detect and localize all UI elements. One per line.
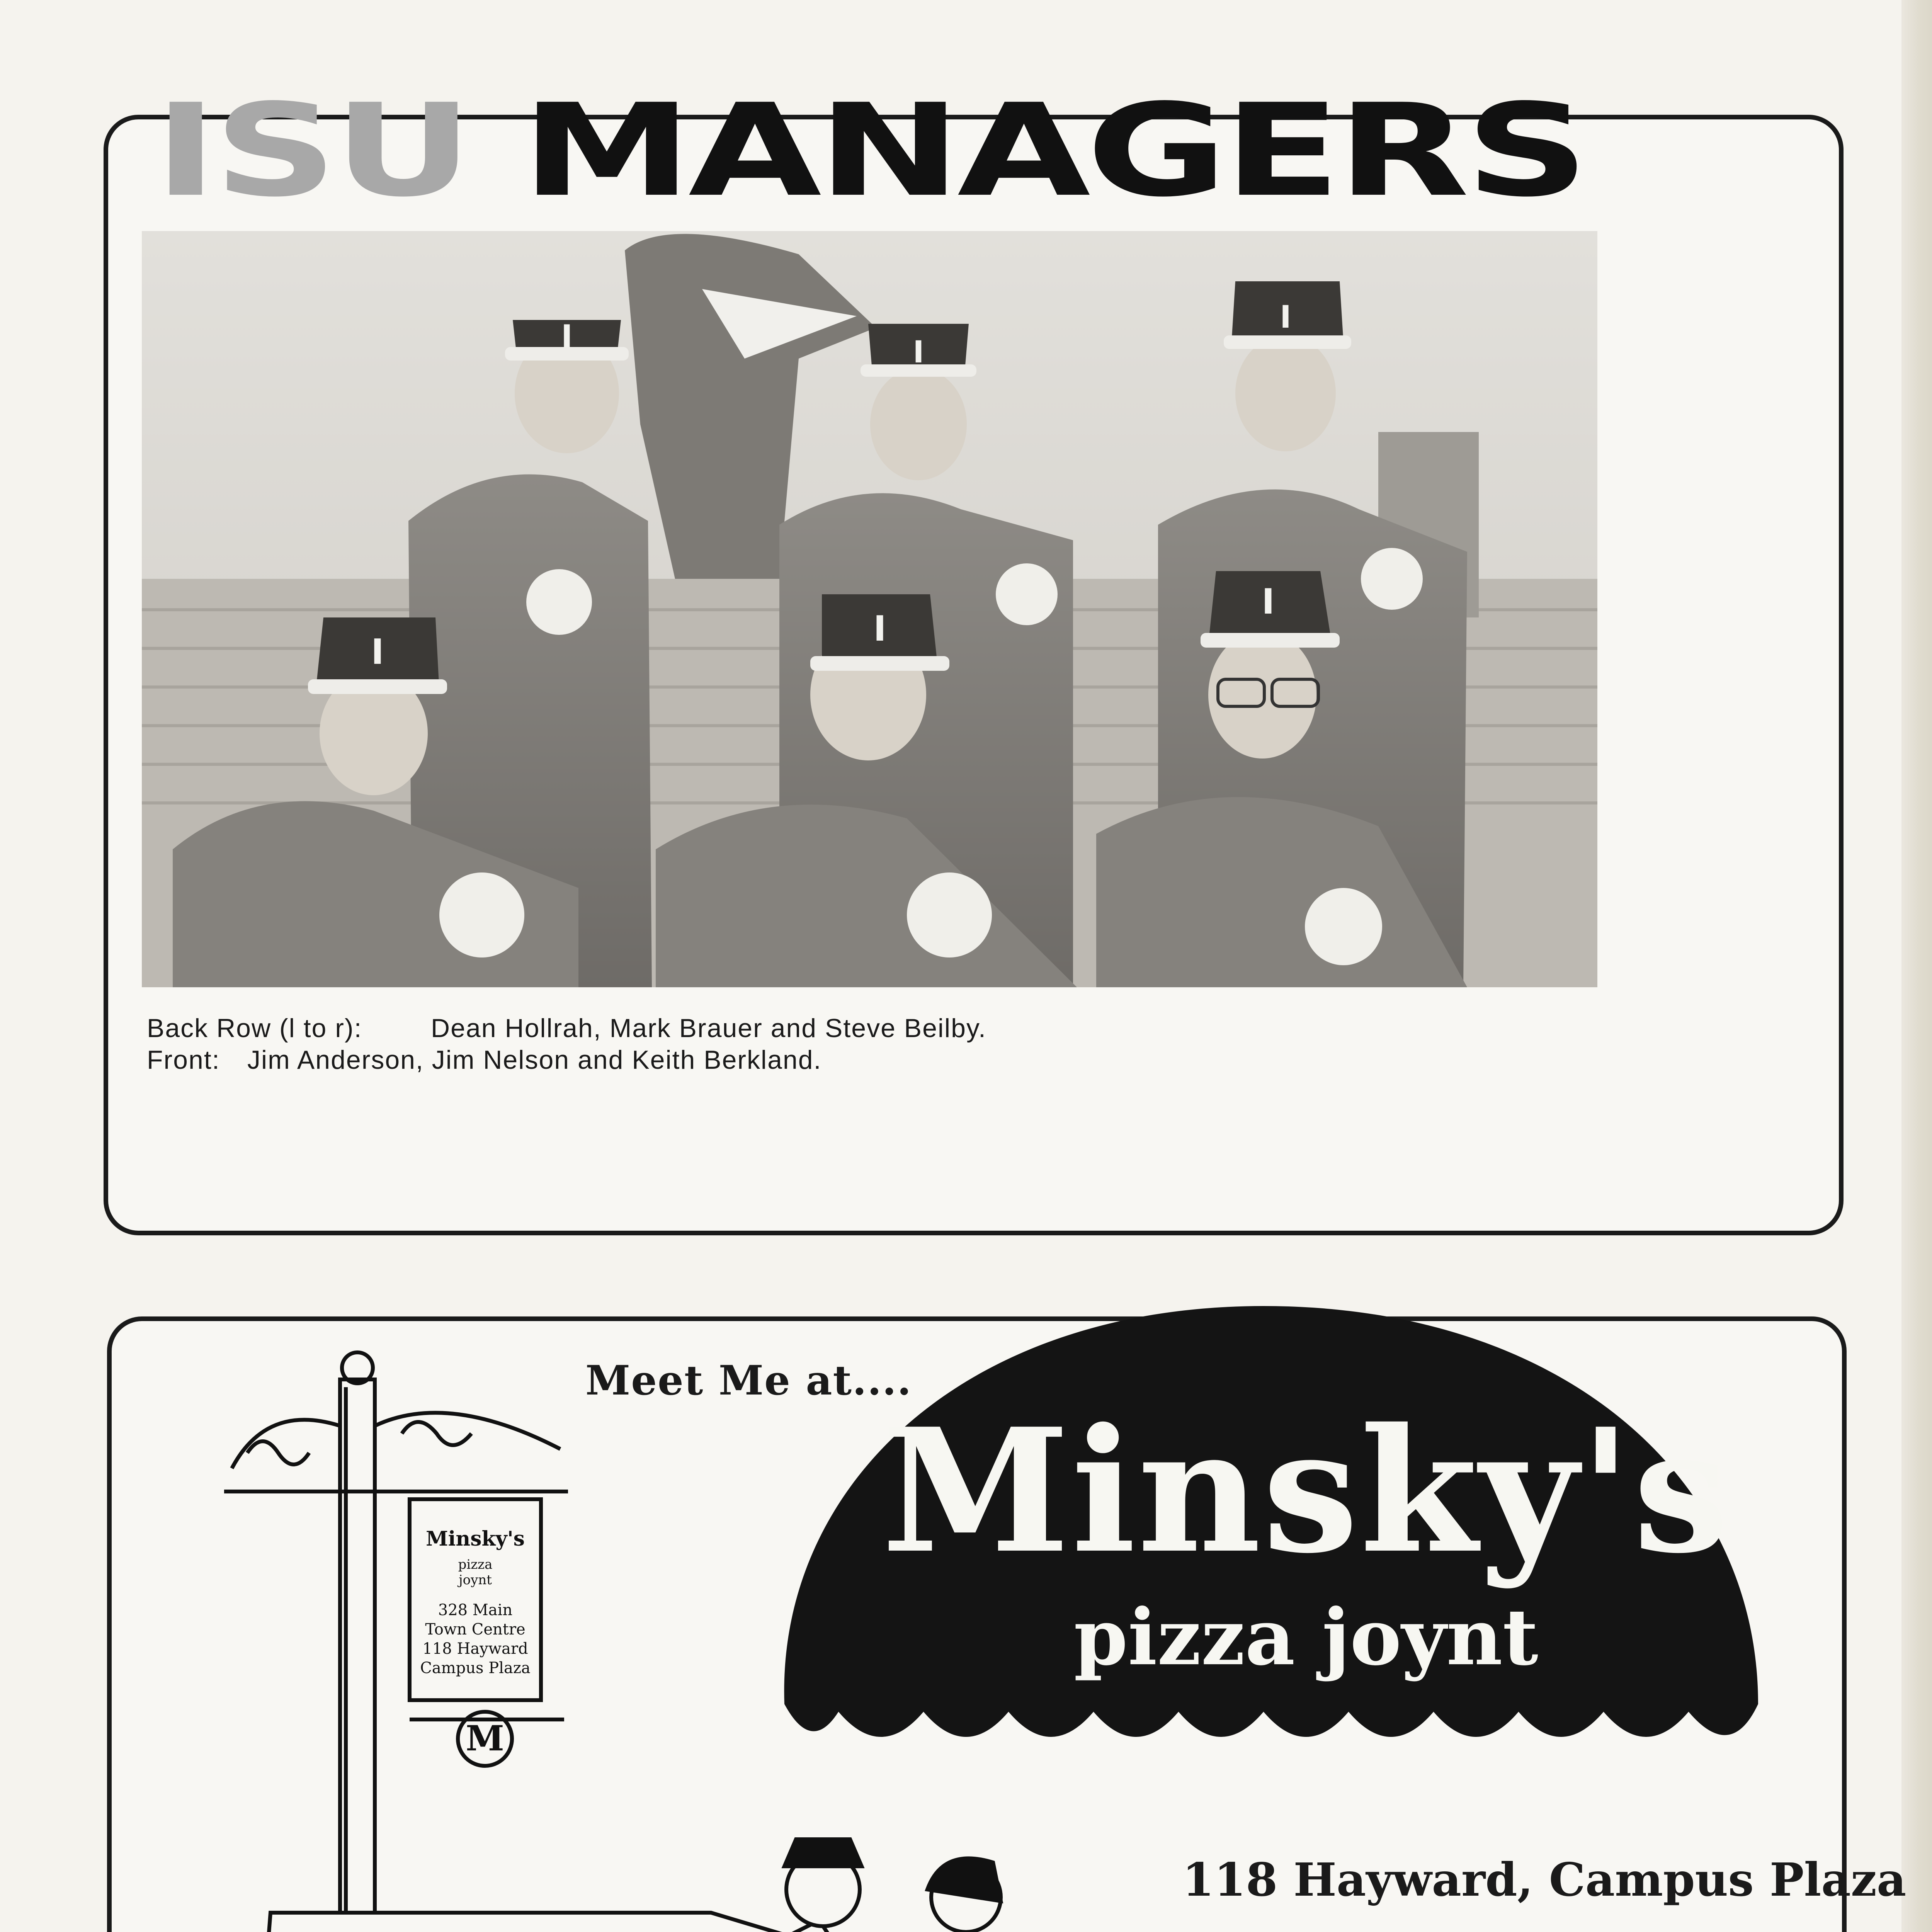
logo-subtitle: pizza joynt [1074,1592,1538,1683]
caption-back-lead: Back Row (l to r): [147,1014,362,1043]
svg-text:M: M [466,1718,504,1759]
sign-line-2: joynt [459,1572,492,1588]
managers-photo [142,231,1597,987]
address: 118 Hayward, Campus Plaza [1182,1853,1906,1906]
lamp-post-car-couple-illustration [131,1333,1213,1932]
caption-front-names: Jim Anderson, Jim Nelson and Keith Berkland. [247,1045,822,1075]
sign-line-5: 118 Hayward [422,1640,528,1658]
sign-line-0: Minsky's [426,1527,525,1551]
sign-line-6: Campus Plaza [420,1659,531,1677]
managers-title [9,73,1730,228]
svg-text:I: I [561,318,573,354]
caption-front-lead: Front: [147,1045,220,1075]
sign-line-4: Town Centre [425,1621,526,1638]
binding-edge [1901,0,1932,1932]
caption-back-names: Dean Hollrah, Mark Brauer and Steve Beilby. [431,1014,986,1043]
title-managers: MANAGERS [521,77,1585,225]
svg-text:I: I [913,335,924,370]
svg-text:I: I [371,632,384,672]
sign-line-1: pizza [458,1557,493,1572]
svg-text:I: I [873,609,886,649]
svg-text:I: I [1280,299,1291,335]
sign-line-3: 328 Main [438,1601,513,1619]
svg-text:I: I [1262,582,1275,622]
ad-tagline: Meet Me at.... [585,1356,912,1404]
logo-name: Minsky's [881,1391,1731,1591]
photo-caption [147,1012,986,1076]
title-isu: ISU [153,77,469,225]
